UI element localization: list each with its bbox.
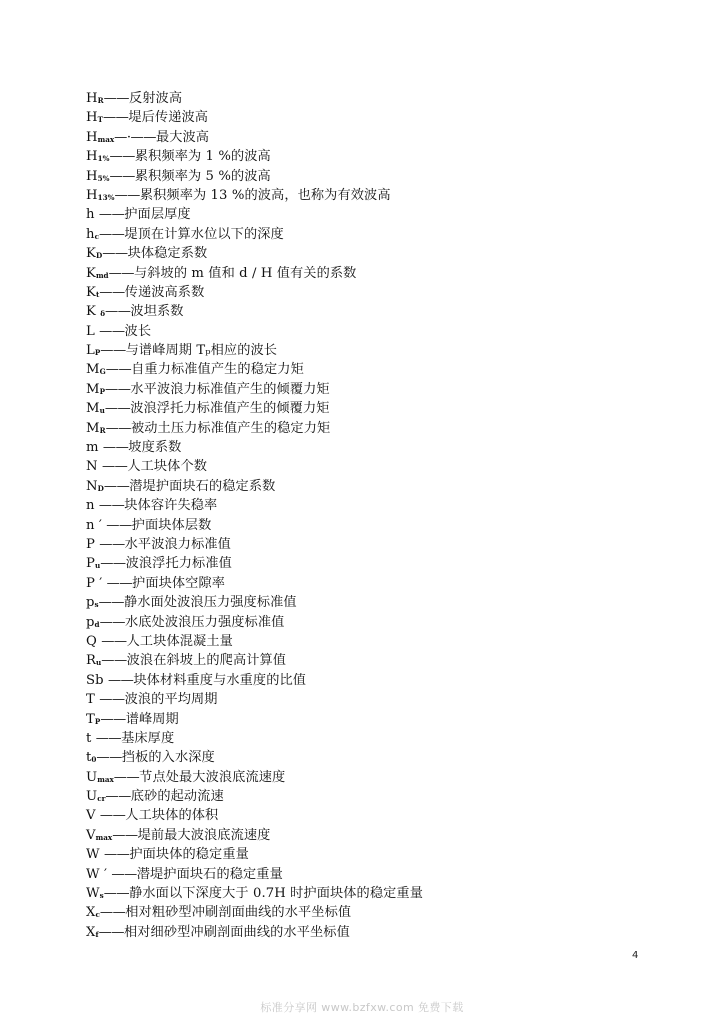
em-dash: —— xyxy=(98,924,124,940)
symbol-row xyxy=(86,89,686,108)
symbol: W xyxy=(86,886,100,902)
symbol-row xyxy=(86,748,686,767)
symbol-row xyxy=(86,399,686,418)
symbol: N xyxy=(86,459,102,475)
symbol-row xyxy=(86,574,686,593)
symbol: p xyxy=(86,595,95,611)
symbol-subscript: s xyxy=(99,891,104,901)
symbol-subscript: c xyxy=(94,231,99,241)
symbol: P xyxy=(86,556,95,572)
symbol-row xyxy=(86,186,686,205)
symbol: T xyxy=(86,711,95,727)
em-dash: —— xyxy=(105,381,131,397)
symbol-row xyxy=(86,244,686,263)
symbol-subscript: G xyxy=(99,367,106,377)
em-dash: —— xyxy=(111,866,137,882)
em-dash: —— xyxy=(114,187,140,203)
symbol-subscript: max xyxy=(97,134,115,144)
symbol: Q xyxy=(86,633,102,649)
em-dash: —— xyxy=(103,847,130,863)
symbol-subscript: cr xyxy=(97,794,106,804)
em-dash: —— xyxy=(100,711,126,727)
symbol-subscript: D xyxy=(97,483,104,493)
symbol-row xyxy=(86,496,686,515)
em-dash: —— xyxy=(105,789,131,805)
em-dash: —— xyxy=(98,498,125,514)
symbol-subscript: max xyxy=(95,832,113,842)
symbol-row xyxy=(86,419,686,438)
em-dash: —— xyxy=(103,91,129,106)
symbol-description: 与斜坡的 m 值和 d / H 值有关的系数 xyxy=(133,265,357,281)
symbol-row xyxy=(86,360,686,379)
symbol-subscript: md xyxy=(95,270,109,280)
symbol-subscript: P xyxy=(94,716,101,726)
symbol-description: 堤前最大波浪底流速度 xyxy=(137,827,271,843)
symbol: t xyxy=(86,750,92,766)
symbol-description: 水平波浪力标准值产生的倾覆力矩 xyxy=(130,381,330,397)
em-dash: —— xyxy=(101,459,128,475)
symbol-description: 累积频率为 13 %的波高，也称为有效波高 xyxy=(139,187,391,203)
em-dash: —— xyxy=(103,478,130,494)
symbol-description: 水底处波浪压力强度标准值 xyxy=(124,614,285,630)
symbol-description: 基床厚度 xyxy=(121,730,175,746)
symbol-row xyxy=(86,845,686,864)
symbol: t xyxy=(86,730,96,746)
symbol: H xyxy=(86,129,98,145)
symbol: M xyxy=(86,401,100,417)
em-dash: —— xyxy=(104,401,131,417)
symbol: U xyxy=(86,769,98,785)
symbol-row xyxy=(86,302,686,321)
symbol-row xyxy=(86,671,686,690)
symbol-row xyxy=(86,477,686,496)
symbol-row xyxy=(86,729,686,748)
symbol-description: 静水面处波浪压力强度标准值 xyxy=(123,595,297,611)
symbol-list xyxy=(86,89,686,942)
symbol-subscript: u xyxy=(94,561,101,571)
symbol-subscript: R xyxy=(97,96,104,105)
symbol-description: 自重力标准值产生的稳定力矩 xyxy=(131,362,304,378)
symbol-row xyxy=(86,554,686,573)
symbol-subscript: 0 xyxy=(91,755,97,765)
symbol: n ′ xyxy=(86,517,107,533)
symbol-description: 谱峰周期 xyxy=(125,711,179,727)
symbol-subscript: R xyxy=(99,425,106,435)
symbol: p xyxy=(86,614,95,630)
em-dash: —— xyxy=(108,265,134,281)
em-dash: —·—— xyxy=(114,129,156,145)
symbol: V xyxy=(86,808,100,824)
em-dash: —— xyxy=(100,343,126,359)
symbol-row xyxy=(86,380,686,399)
symbol-description: 挡板的入水深度 xyxy=(121,750,215,766)
symbol-subscript: u xyxy=(99,406,105,416)
symbol-row xyxy=(86,341,686,360)
symbol-row xyxy=(86,690,686,709)
symbol: V xyxy=(86,827,96,843)
symbol-description: 人工块体的体积 xyxy=(125,808,219,824)
symbol: W xyxy=(86,847,104,863)
symbol-description: 波长 xyxy=(124,323,152,339)
em-dash: —— xyxy=(99,808,126,824)
symbol: M xyxy=(86,362,100,378)
symbol: T xyxy=(86,692,100,708)
symbol: N xyxy=(86,478,98,494)
symbol-description: 累积频率为 1 %的波高 xyxy=(134,149,271,165)
symbol-description: 与谱峰周期 Tₚ相应的波长 xyxy=(125,343,278,359)
symbol-description: 坡度系数 xyxy=(128,440,182,456)
symbol-row xyxy=(86,613,686,632)
symbol-subscript: t xyxy=(95,289,100,299)
symbol: H xyxy=(86,187,98,203)
symbol: H xyxy=(86,149,98,165)
em-dash: —— xyxy=(99,614,125,630)
em-dash: —— xyxy=(106,517,132,533)
em-dash: —— xyxy=(100,556,126,572)
symbol: P ′ xyxy=(86,575,107,591)
symbol: K xyxy=(86,284,96,300)
symbol-description: 波浪在斜坡上的爬高计算值 xyxy=(126,653,287,669)
symbol-row xyxy=(86,108,686,127)
symbol-row xyxy=(86,903,686,922)
symbol-row xyxy=(86,535,686,554)
symbol-description: 潜堤护面块石的稳定系数 xyxy=(129,478,276,494)
symbol-row xyxy=(86,787,686,806)
em-dash: —— xyxy=(99,284,125,300)
symbol: K xyxy=(86,265,96,281)
em-dash: —— xyxy=(109,149,135,165)
symbol-subscript: u xyxy=(96,658,102,668)
symbol-subscript: T xyxy=(97,115,103,125)
symbol-row xyxy=(86,806,686,825)
em-dash: —— xyxy=(102,440,129,456)
symbol: h xyxy=(86,207,99,223)
symbol-description: 块体稳定系数 xyxy=(127,246,208,262)
symbol-description: 护面块体空隙率 xyxy=(132,575,226,591)
symbol: X xyxy=(86,905,96,921)
em-dash: —— xyxy=(105,304,131,320)
symbol-description: 底砂的起动流速 xyxy=(130,789,224,805)
symbol: n xyxy=(86,498,99,514)
symbol-description: 护面块体的稳定重量 xyxy=(129,847,249,863)
symbol-subscript: P xyxy=(94,348,101,358)
em-dash: —— xyxy=(99,536,125,552)
em-dash: —— xyxy=(113,769,140,785)
symbol-description: 波浪的平均周期 xyxy=(124,692,218,708)
symbol-subscript: 1% xyxy=(97,154,110,164)
symbol: L xyxy=(86,343,95,359)
symbol-description: 被动土压力标准值产生的稳定力矩 xyxy=(130,420,331,436)
symbol-row xyxy=(86,516,686,535)
symbol-row xyxy=(86,826,686,845)
symbol-row xyxy=(86,865,686,884)
symbol-row xyxy=(86,457,686,476)
em-dash: —— xyxy=(98,226,125,242)
symbol-description: 相对细砂型冲刷剖面曲线的水平坐标值 xyxy=(123,924,350,940)
em-dash: —— xyxy=(98,595,124,611)
symbol-row xyxy=(86,593,686,612)
em-dash: —— xyxy=(109,168,135,184)
symbol-subscript: d xyxy=(94,619,100,629)
symbol: R xyxy=(86,653,97,669)
symbol: K xyxy=(86,246,96,262)
em-dash: —— xyxy=(101,653,127,669)
symbol: L xyxy=(86,323,100,339)
symbol-description: 累积频率为 5 %的波高 xyxy=(134,168,271,184)
symbol-row xyxy=(86,167,686,186)
symbol-description: 波浪浮托力标准值产生的倾覆力矩 xyxy=(130,401,330,417)
symbol-description: 节点处最大波浪底流速度 xyxy=(139,769,286,785)
symbol-subscript: D xyxy=(95,251,103,261)
symbol: H xyxy=(86,168,98,184)
symbol: K xyxy=(86,304,101,320)
em-dash: —— xyxy=(112,827,138,843)
symbol: M xyxy=(86,420,100,436)
symbol-row xyxy=(86,438,686,457)
symbol-description: 相对粗砂型冲刷剖面曲线的水平坐标值 xyxy=(125,905,352,921)
symbol-row xyxy=(86,264,686,283)
symbol-subscript: c xyxy=(95,910,100,920)
symbol-subscript: 13% xyxy=(97,192,115,202)
symbol: W ′ xyxy=(86,866,112,882)
em-dash: —— xyxy=(99,323,125,339)
symbol-description: 最大波高 xyxy=(155,129,210,145)
symbol-description: 人工块体个数 xyxy=(127,459,208,475)
symbol-description: 传递波高系数 xyxy=(124,284,205,300)
watermark: 标准分享网 www.bzfxw.com 免费下载 xyxy=(260,1001,464,1014)
symbol-description: 反射波高 xyxy=(128,91,183,106)
em-dash: —— xyxy=(102,110,129,126)
symbol-row xyxy=(86,632,686,651)
symbol-description: 块体材料重度与水重度的比值 xyxy=(133,672,307,688)
symbol-description: 水平波浪力标准值 xyxy=(124,536,231,552)
symbol-row xyxy=(86,884,686,903)
symbol-row xyxy=(86,225,686,244)
symbol-subscript: s xyxy=(94,600,99,610)
symbol-subscript: P xyxy=(99,386,106,396)
symbol-row xyxy=(86,147,686,166)
symbol-description: 波坦系数 xyxy=(130,304,184,320)
page-number: 4 xyxy=(632,950,639,961)
symbol-subscript: f xyxy=(95,929,99,939)
symbol: P xyxy=(86,536,100,552)
symbol-description: 堤后传递波高 xyxy=(128,110,209,126)
symbol: h xyxy=(86,226,95,242)
em-dash: —— xyxy=(102,246,128,262)
symbol-row xyxy=(86,283,686,302)
symbol-row xyxy=(86,322,686,341)
symbol: m xyxy=(86,440,103,456)
symbol-description: 块体容许失稳率 xyxy=(124,498,218,514)
symbol-row xyxy=(86,651,686,670)
symbol-description: 堤顶在计算水位以下的深度 xyxy=(124,226,284,242)
em-dash: —— xyxy=(105,420,131,436)
em-dash: —— xyxy=(98,207,125,223)
em-dash: —— xyxy=(96,750,122,766)
symbol-description: 波浪浮托力标准值 xyxy=(125,556,232,572)
em-dash: —— xyxy=(99,692,125,708)
em-dash: —— xyxy=(105,362,132,378)
symbol-row xyxy=(86,710,686,729)
symbol-description: 静水面以下深度大于 0.7H 时护面块体的稳定重量 xyxy=(129,886,423,902)
symbol: H xyxy=(86,91,98,106)
symbol: U xyxy=(86,789,98,805)
em-dash: —— xyxy=(101,633,127,649)
symbol: M xyxy=(86,381,100,397)
symbol-row xyxy=(86,128,686,147)
em-dash: —— xyxy=(99,905,126,921)
symbol-subscript: δ xyxy=(100,309,106,319)
symbol-row xyxy=(86,923,686,942)
symbol-description: 护面层厚度 xyxy=(124,207,191,223)
em-dash: —— xyxy=(103,886,130,902)
symbol-description: 潜堤护面块石的稳定重量 xyxy=(136,866,283,882)
em-dash: —— xyxy=(106,575,133,591)
symbol-description: 人工块体混凝土量 xyxy=(126,633,233,649)
em-dash: —— xyxy=(95,730,122,746)
symbol-row xyxy=(86,768,686,787)
symbol-subscript: 5% xyxy=(97,173,110,183)
symbol: H xyxy=(86,110,98,126)
em-dash: —— xyxy=(107,672,134,688)
symbol-row xyxy=(86,205,686,224)
symbol: X xyxy=(86,924,96,940)
symbol-subscript: max xyxy=(97,774,114,784)
symbol: Sb xyxy=(86,672,108,688)
symbol-description: 护面块体层数 xyxy=(131,517,212,533)
